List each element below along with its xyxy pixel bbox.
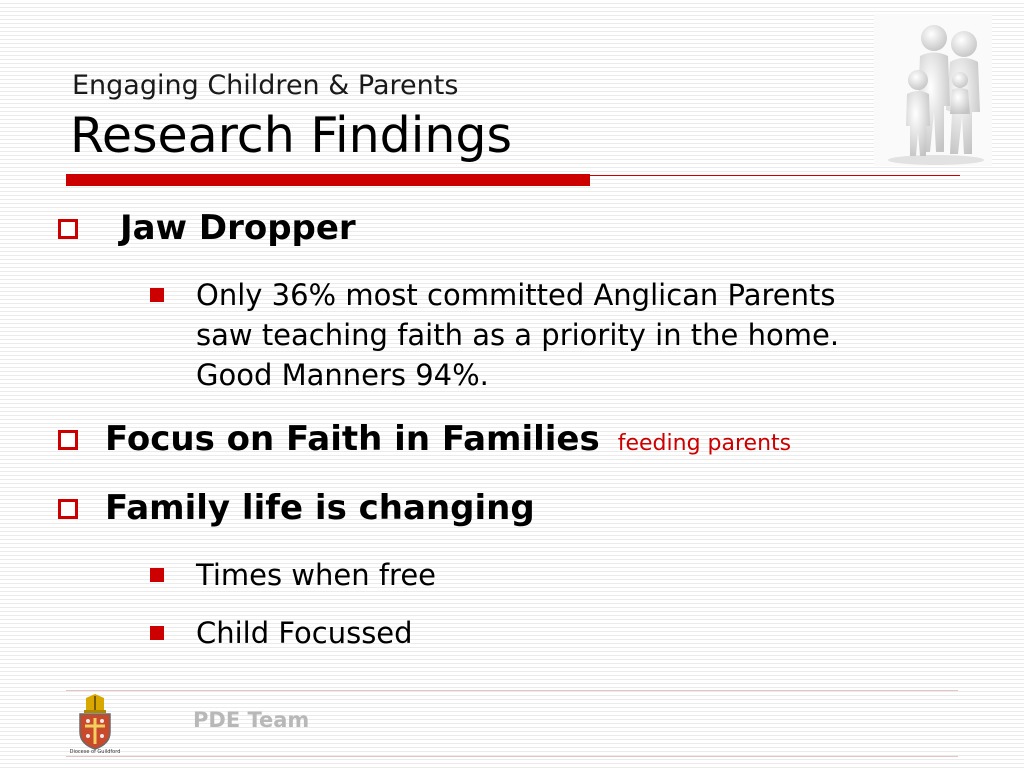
diocese-crest-logo bbox=[66, 694, 124, 758]
slide-title: Research Findings bbox=[70, 107, 513, 164]
title-underline-thin bbox=[590, 175, 960, 176]
hollow-square-bullet-icon bbox=[58, 430, 78, 450]
sub-bullet-child-focussed bbox=[150, 613, 750, 653]
filled-square-bullet-icon bbox=[150, 568, 164, 582]
sub-bullet-times-when-free bbox=[150, 555, 750, 595]
footer-team-name: PDE Team bbox=[193, 708, 310, 732]
title-underline-thick bbox=[66, 174, 590, 186]
sub-bullet-line: Good Manners 94%. bbox=[196, 358, 489, 392]
bullet-aside-note: feeding parents bbox=[617, 431, 792, 456]
sub-bullet-line: saw teaching faith as a priority in the home. bbox=[196, 318, 840, 352]
bullet-label: Jaw Dropper bbox=[120, 208, 356, 248]
sub-bullet-anglican-parents bbox=[150, 275, 970, 395]
slide-subtitle: Engaging Children & Parents bbox=[72, 70, 459, 101]
logo-caption: Diocese of Guildford bbox=[69, 749, 121, 755]
sub-bullet-text: Times when free bbox=[196, 558, 437, 592]
bullet-label: Family life is changing bbox=[105, 488, 535, 528]
hollow-square-bullet-icon bbox=[58, 499, 78, 519]
filled-square-bullet-icon bbox=[150, 288, 164, 302]
footer-bottom-divider bbox=[66, 756, 958, 757]
bullet-label: Focus on Faith in Families feeding parents bbox=[105, 419, 792, 459]
family-figures-image bbox=[874, 14, 992, 166]
sub-bullet-text bbox=[196, 275, 839, 395]
hollow-square-bullet-icon bbox=[58, 219, 78, 239]
sub-bullet-text: Child Focussed bbox=[196, 616, 413, 650]
filled-square-bullet-icon bbox=[150, 626, 164, 640]
sub-bullet-line: Only 36% most committed Anglican Parents bbox=[196, 278, 836, 312]
footer-divider bbox=[66, 690, 958, 691]
